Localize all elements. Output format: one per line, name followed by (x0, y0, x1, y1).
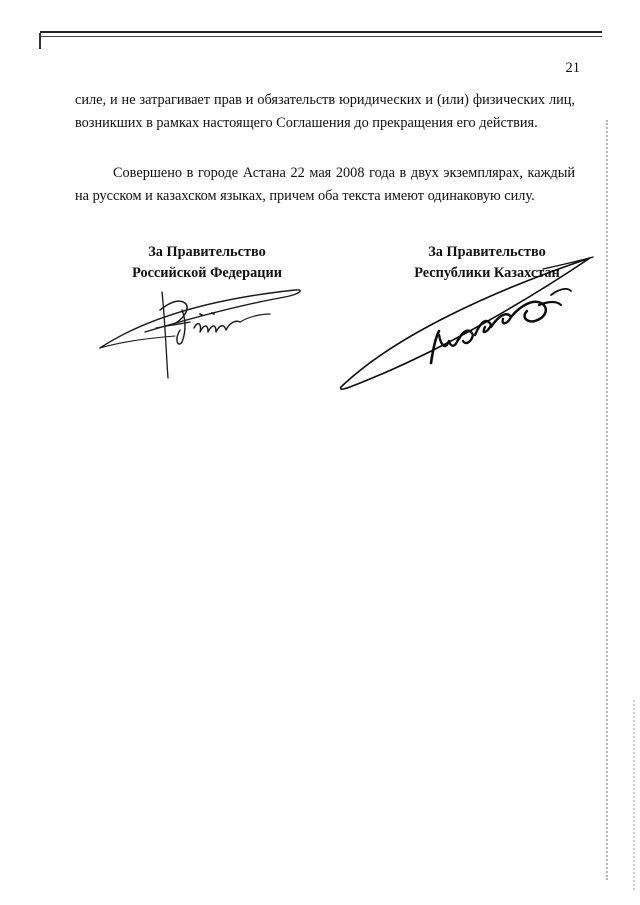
scan-right-edge (606, 120, 610, 880)
body-paragraph-1: силе, и не затрагивает прав и обязательств юридических и (или) физических лиц, возникших в рамках настоящего Соглашения до прекращения его действия. (75, 92, 575, 131)
signatory-kazakhstan-line-1: За Правительство (428, 244, 546, 260)
scan-right-edge-outer (633, 700, 637, 890)
signatory-block-russia (97, 242, 317, 284)
page-number: 21 (565, 60, 580, 76)
signatory-russia-line-2: Российской Федерации (132, 265, 282, 281)
signature-russia (90, 280, 310, 390)
signatory-kazakhstan-line-2: Республики Казахстан (414, 265, 560, 281)
scan-top-rule-thin (40, 36, 602, 37)
signature-kazakhstan (335, 255, 595, 400)
scan-left-mark (39, 33, 41, 49)
body-paragraph-2: Совершено в городе Астана 22 мая 2008 года в двух экземплярах, каждый на русском и казахском языках, причем оба текста имеют одинаковую силу. (75, 165, 575, 204)
scan-top-rule (40, 31, 602, 33)
signatory-russia-line-1: За Правительство (148, 244, 266, 260)
